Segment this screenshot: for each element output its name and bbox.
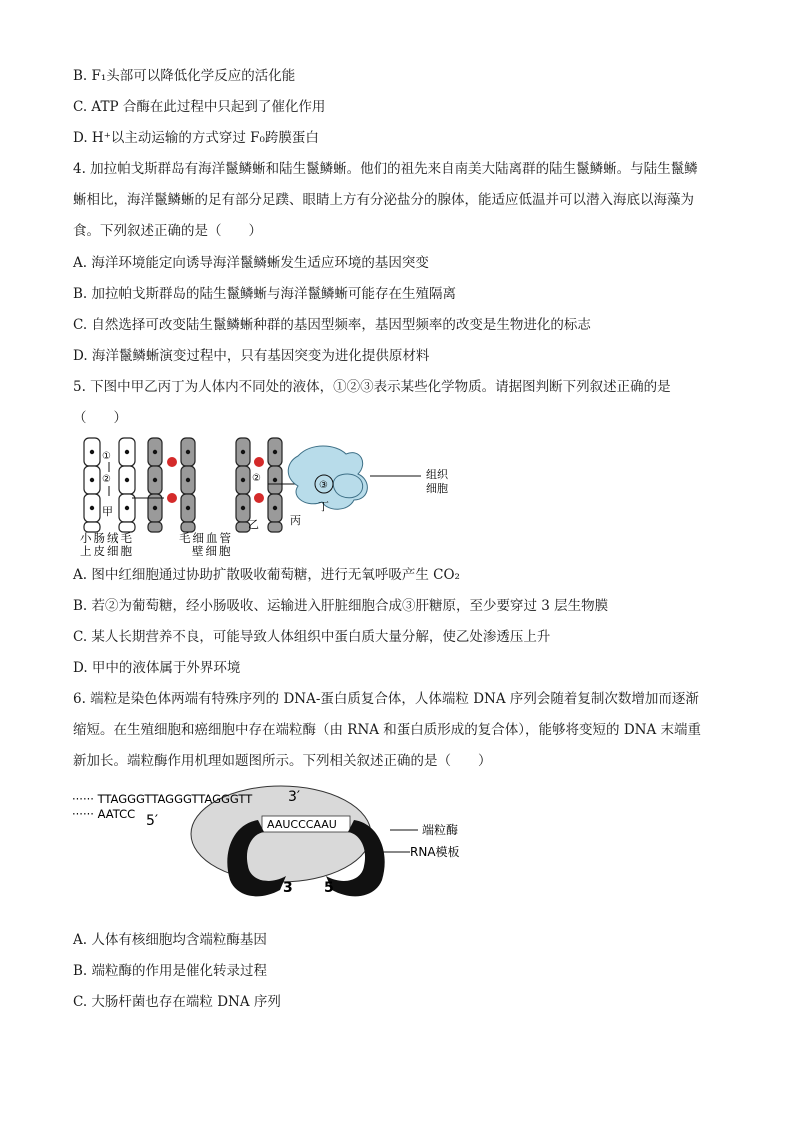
- q4-stem-line1: 4. 加拉帕戈斯群岛有海洋鬣鳞蜥和陆生鬣鳞蜥。他们的祖先来自南美大陆离群的陆生鬣鳞蜥。与陆生鬣鳞: [73, 161, 698, 177]
- q5-stem-line2: （ ）: [73, 410, 127, 426]
- label-capillary-line2: 壁细胞: [192, 544, 233, 556]
- dna-top-strand: ······ TTAGGGTTAGGGTTAGGGTT: [72, 792, 253, 806]
- q5-option-a: A. 图中红细胞通过协助扩散吸收葡萄糖，进行无氧呼吸产生 CO₂: [73, 567, 460, 583]
- q5-stem-line1: 5. 下图中甲乙丙丁为人体内不同处的液体，①②③表示某些化学物质。请据图判断下列叙述正确的是: [73, 379, 671, 395]
- q6-option-a: A. 人体有核细胞均含端粒酶基因: [73, 932, 267, 948]
- label-telomerase: 端粒酶: [422, 823, 459, 837]
- capillary-wall-cells-right: [236, 438, 282, 532]
- red-blood-cell: [167, 493, 177, 503]
- q6-option-b: B. 端粒酶的作用是催化转录过程: [73, 963, 268, 979]
- label-villus-line2: 上皮细胞: [80, 544, 134, 556]
- q3-option-b: B. F₁头部可以降低化学反应的活化能: [73, 68, 296, 84]
- dna-bottom-strand: ······ AATCC: [72, 807, 136, 821]
- q4-option-d: D. 海洋鬣鳞蜥演变过程中，只有基因突变为进化提供原材料: [73, 348, 430, 364]
- q6-stem-line3: 新加长。端粒酶作用机理如题图所示。下列相关叙述正确的是（ ）: [73, 753, 492, 769]
- q4-option-a: A. 海洋环境能定向诱导海洋鬣鳞蜥发生适应环境的基因突变: [73, 255, 429, 271]
- red-blood-cell: [167, 457, 177, 467]
- q3-option-d: D. H⁺以主动运输的方式穿过 F₀跨膜蛋白: [73, 130, 319, 146]
- q4-stem-line3: 食。下列叙述正确的是（ ）: [73, 223, 262, 239]
- q3-option-c: C. ATP 合酶在此过程中只起到了催化作用: [73, 99, 326, 115]
- label-jia: 甲: [102, 505, 113, 518]
- body-fluid-diagram: [76, 434, 476, 556]
- label-bing: 丙: [290, 514, 301, 527]
- q6-stem-line2: 缩短。在生殖细胞和癌细胞中存在端粒酶（由 RNA 和蛋白质形成的复合体），能够将变短的 DNA 末端重: [73, 722, 702, 738]
- capillary-wall-cells-left: [148, 438, 195, 532]
- label-c2-a: ②: [102, 474, 111, 485]
- q6-option-c: C. 大肠杆菌也存在端粒 DNA 序列: [73, 994, 281, 1010]
- label-capillary-line1: 毛细血管: [179, 531, 233, 545]
- label-tissue-line1: 组织: [426, 468, 448, 481]
- q4-option-c: C. 自然选择可改变陆生鬣鳞蜥种群的基因型频率，基因型频率的改变是生物进化的标志: [73, 317, 591, 333]
- label-rna-template: RNA模板: [410, 845, 460, 859]
- label-c2-b: ②: [252, 473, 261, 484]
- label-villus-line1: 小肠绒毛: [80, 531, 134, 545]
- mark-5: 5: [324, 880, 334, 896]
- mark-3: 3: [283, 880, 293, 896]
- q5-option-b: B. 若②为葡萄糖，经小肠吸收、运输进入肝脏细胞合成③肝糖原，至少要穿过 3 层生物膜: [73, 598, 609, 614]
- red-blood-cell: [254, 493, 264, 503]
- q5-option-c: C. 某人长期营养不良，可能导致人体组织中蛋白质大量分解，使乙处渗透压上升: [73, 629, 551, 645]
- rna-template-sequence: AAUCCCAAU: [267, 818, 337, 831]
- dna-bottom-5prime: 5′: [146, 813, 159, 829]
- q4-option-b: B. 加拉帕戈斯群岛的陆生鬣鳞蜥与海洋鬣鳞蜥可能存在生殖隔离: [73, 286, 457, 302]
- label-c3: ③: [319, 480, 328, 491]
- q5-option-d: D. 甲中的液体属于外界环境: [73, 660, 241, 676]
- label-c1-a: ①: [102, 451, 111, 462]
- telomerase-diagram: [72, 784, 492, 914]
- label-tissue-line2: 细胞: [426, 482, 448, 495]
- dna-top-3prime: 3′: [288, 789, 301, 805]
- red-blood-cell: [254, 457, 264, 467]
- q4-stem-line2: 蜥相比，海洋鬣鳞蜥的足有部分足蹼、眼睛上方有分泌盐分的腺体，能适应低温并可以潜入海底以海藻为: [73, 192, 694, 208]
- label-yi: 乙: [248, 518, 259, 531]
- q6-stem-line1: 6. 端粒是染色体两端有特殊序列的 DNA-蛋白质复合体，人体端粒 DNA 序列会随着复制次数增加而逐渐: [73, 691, 699, 707]
- label-ding: 丁: [318, 500, 329, 513]
